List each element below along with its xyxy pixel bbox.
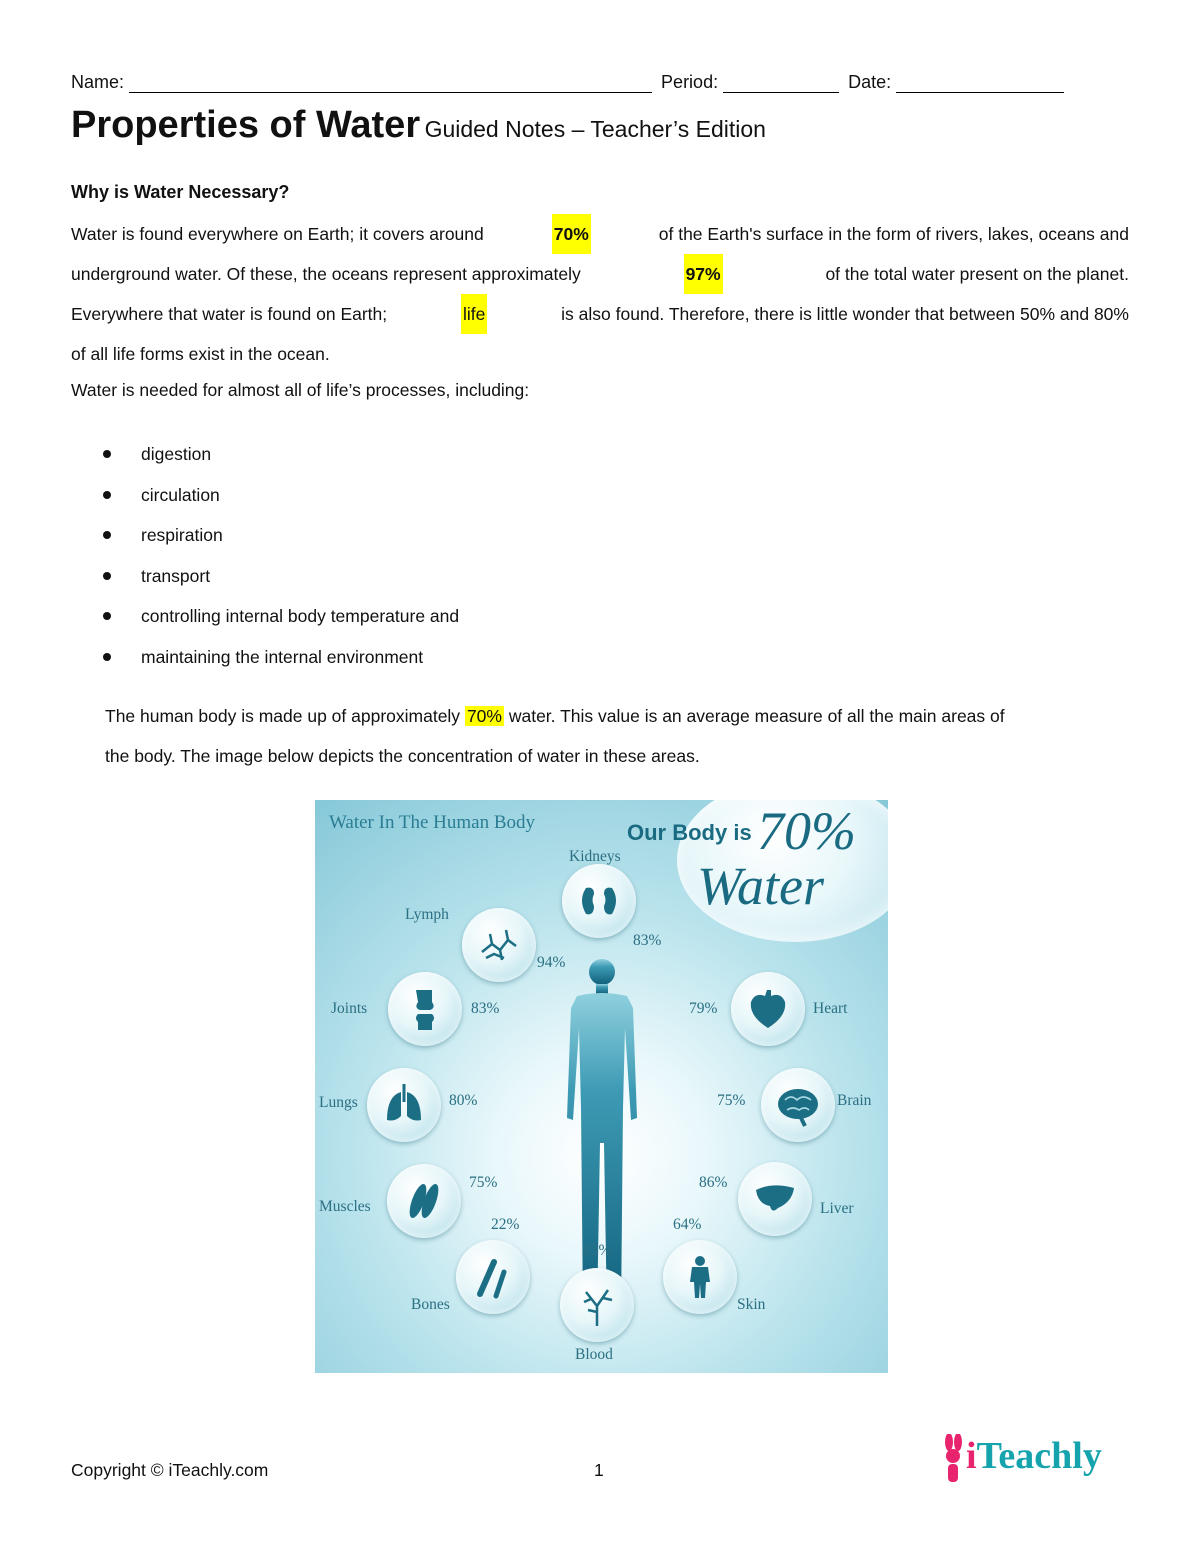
period-blank xyxy=(723,74,839,93)
processes-intro: Water is needed for almost all of life’s processes, including: xyxy=(71,380,530,400)
big-percent-text: 70% xyxy=(757,801,856,861)
organ-label: Lungs xyxy=(319,1094,358,1111)
our-body-text: Our Body is xyxy=(627,820,752,845)
paragraph-line: the body. The image below depicts the concentration of water in these areas. xyxy=(105,746,700,766)
paragraph-line xyxy=(71,294,1129,334)
date-label: Date: xyxy=(848,72,892,92)
big-water-text: Water xyxy=(697,856,825,916)
organ-percent: 83% xyxy=(471,1000,500,1017)
organ-label: Joints xyxy=(331,1000,368,1017)
infographic-title: Water In The Human Body xyxy=(329,812,536,833)
text-run: water. This value is an average measure of all the main areas of xyxy=(508,706,1005,726)
organ-label: Kidneys xyxy=(569,848,621,865)
text-run: of the Earth's surface in the form of rivers, lakes, oceans and xyxy=(658,224,1129,244)
organ-percent: 75% xyxy=(717,1092,746,1109)
blood-vessel-icon xyxy=(574,1282,620,1328)
list-item: controlling internal body temperature and xyxy=(100,596,459,637)
knee-joint-icon xyxy=(402,986,448,1032)
logo-rest: Teachly xyxy=(976,1435,1102,1477)
muscle-icon xyxy=(401,1178,447,1224)
iteachly-logo xyxy=(938,1432,1138,1486)
text-run: The human body is made up of approximately xyxy=(105,706,461,726)
text-run: Everywhere that water is found on Earth; xyxy=(71,304,388,324)
highlight-70-percent: 70% xyxy=(466,706,502,726)
organ-label: Skin xyxy=(737,1296,766,1313)
section-heading: Why is Water Necessary? xyxy=(71,182,290,202)
bone-icon xyxy=(470,1254,516,1300)
heart-bubble xyxy=(731,972,805,1046)
muscles-bubble xyxy=(387,1164,461,1238)
brain-icon xyxy=(775,1082,821,1128)
body-skin-icon xyxy=(677,1254,723,1300)
organ-percent: 75% xyxy=(469,1174,498,1191)
organ-percent: 22% xyxy=(491,1216,520,1233)
joints-bubble xyxy=(388,972,462,1046)
organ-percent: 80% xyxy=(449,1092,478,1109)
brain-bubble xyxy=(761,1068,835,1142)
text-run: underground water. Of these, the oceans represent approximately xyxy=(71,264,581,284)
paragraph-water-earth xyxy=(71,214,1129,374)
organ-percent: 86% xyxy=(699,1174,728,1191)
organ-label: Heart xyxy=(813,1000,848,1017)
list-item: circulation xyxy=(100,475,459,516)
highlight-life: life xyxy=(461,294,487,334)
organ-percent: 83% xyxy=(633,932,662,949)
paragraph-line xyxy=(71,214,1129,254)
footer-copyright: Copyright © iTeachly.com xyxy=(71,1460,269,1480)
liver-icon xyxy=(752,1176,798,1222)
paragraph-line xyxy=(71,254,1129,294)
lymph-bubble xyxy=(462,908,536,982)
organ-percent: 94% xyxy=(537,954,566,971)
bones-bubble xyxy=(456,1240,530,1314)
organ-label: Lymph xyxy=(405,906,449,923)
kidneys-icon xyxy=(576,878,622,924)
liver-bubble xyxy=(738,1162,812,1236)
water-in-human-body-infographic xyxy=(315,800,888,1373)
student-info-line xyxy=(71,72,1131,93)
organ-percent: 83% xyxy=(583,1242,612,1259)
lymph-icon xyxy=(476,922,522,968)
highlight-97-percent: 97% xyxy=(684,254,723,294)
rabbit-logo-icon xyxy=(938,1434,968,1484)
text-run: is also found. Therefore, there is little wonder that between 50% and 80% xyxy=(561,304,1129,324)
page-number: 1 xyxy=(594,1460,604,1480)
paragraph-line xyxy=(105,696,1115,736)
skin-bubble xyxy=(663,1240,737,1314)
page-title xyxy=(71,104,766,147)
text-run: of the total water present on the planet. xyxy=(825,264,1129,284)
organ-label: Liver xyxy=(820,1200,854,1217)
paragraph-line: of all life forms exist in the ocean. xyxy=(71,344,330,364)
kidneys-bubble xyxy=(562,864,636,938)
name-blank xyxy=(129,74,652,93)
logo-i: i xyxy=(966,1435,977,1477)
highlight-70-percent: 70% xyxy=(552,214,591,254)
logo-text xyxy=(966,1434,1102,1478)
heart-icon xyxy=(745,986,791,1032)
title-main: Properties of Water xyxy=(71,104,421,146)
processes-list xyxy=(100,434,459,678)
lungs-bubble xyxy=(367,1068,441,1142)
organ-label: Muscles xyxy=(319,1198,371,1215)
organ-label: Blood xyxy=(575,1346,613,1363)
title-sub: Guided Notes – Teacher’s Edition xyxy=(424,116,766,142)
blood-bubble xyxy=(560,1268,634,1342)
organ-percent: 64% xyxy=(673,1216,702,1233)
text-run: Water is found everywhere on Earth; it covers around xyxy=(71,224,484,244)
list-item: respiration xyxy=(100,515,459,556)
list-item: digestion xyxy=(100,434,459,475)
organ-label: Bones xyxy=(411,1296,450,1313)
period-label: Period: xyxy=(661,72,719,92)
organ-label: Brain xyxy=(837,1092,872,1109)
name-label: Name: xyxy=(71,72,125,92)
list-item: transport xyxy=(100,556,459,597)
organ-percent: 79% xyxy=(689,1000,718,1017)
lungs-icon xyxy=(381,1082,427,1128)
date-blank xyxy=(896,74,1064,93)
paragraph-human-body xyxy=(105,696,1115,776)
list-item: maintaining the internal environment xyxy=(100,637,459,678)
